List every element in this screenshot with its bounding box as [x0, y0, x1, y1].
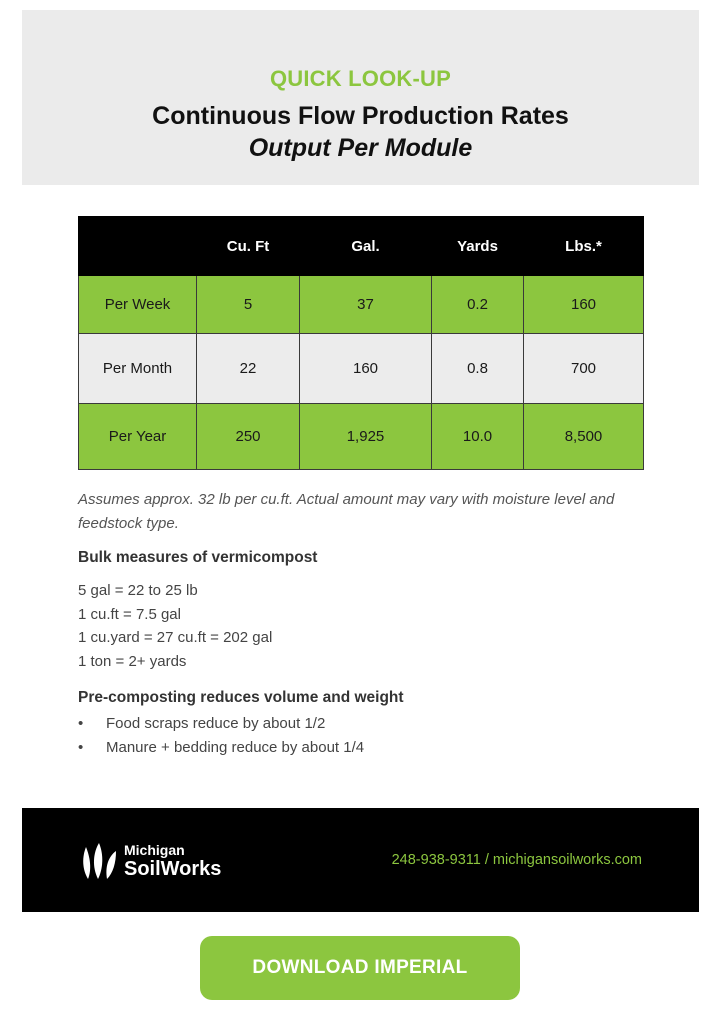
table-cell: 10.0: [432, 404, 524, 470]
bullet-icon: •: [78, 738, 84, 756]
table-cell: 8,500: [524, 404, 644, 470]
table-cell: 250: [197, 404, 300, 470]
logo-text-michigan: Michigan: [124, 842, 185, 858]
table-header-row: [79, 217, 644, 276]
table-cell: 160: [524, 276, 644, 334]
bulk-measures-heading: Bulk measures of vermicompost: [78, 549, 318, 566]
bulk-measures-list: [78, 579, 272, 673]
header-panel: [22, 10, 699, 185]
precomposting-list: [78, 712, 364, 759]
footer-bar: [22, 808, 699, 912]
list-item: 1 cu.ft = 7.5 gal: [78, 605, 181, 623]
table-row-per-year: [79, 404, 644, 470]
table-cell: 22: [197, 334, 300, 404]
table-cell: 700: [524, 334, 644, 404]
table-cell: 5: [197, 276, 300, 334]
contact-info: 248-938-9311 / michigansoilworks.com: [391, 852, 642, 868]
download-imperial-button[interactable]: DOWNLOAD IMPERIAL: [200, 936, 520, 1000]
table-cell: 0.2: [432, 276, 524, 334]
list-item-text: Food scraps reduce by about 1/2: [106, 715, 326, 732]
column-header-gal: Gal.: [300, 217, 432, 276]
table-cell: 1,925: [300, 404, 432, 470]
list-item: 5 gal = 22 to 25 lb: [78, 582, 198, 599]
list-item: [78, 736, 364, 760]
list-item: [78, 712, 364, 736]
list-item: 1 cu.yard = 27 cu.ft = 202 gal: [78, 629, 273, 646]
list-item: 1 ton = 2+ yards: [78, 652, 187, 670]
list-item-text: Manure + bedding reduce by about 1/4: [106, 738, 365, 756]
page-title: Continuous Flow Production Rates: [152, 102, 569, 130]
column-header-lbs: Lbs.*: [524, 217, 644, 276]
logo-text-soilworks: SoilWorks: [124, 858, 222, 880]
column-header-blank: [79, 217, 197, 276]
eyebrow-label: QUICK LOOK-UP: [269, 66, 452, 91]
table-cell: 160: [300, 334, 432, 404]
table-row-per-month: [79, 334, 644, 404]
row-label: Per Year: [79, 404, 197, 470]
row-label: Per Month: [79, 334, 197, 404]
column-header-cuft: Cu. Ft: [197, 217, 300, 276]
bullet-icon: •: [78, 715, 84, 732]
assumption-note: Assumes approx. 32 lb per cu.ft. Actual amount may vary with moisture level and feedstock type.: [78, 491, 615, 532]
column-header-yards: Yards: [432, 217, 524, 276]
page-subtitle: Output Per Module: [248, 134, 473, 162]
table-cell: 37: [300, 276, 432, 334]
table-cell: 0.8: [432, 334, 524, 404]
row-label: Per Week: [79, 276, 197, 334]
production-rates-table: [78, 216, 644, 470]
table-row-per-week: [79, 276, 644, 334]
leaves-icon: [80, 841, 118, 881]
precomposting-heading: Pre-composting reduces volume and weight: [78, 689, 404, 706]
